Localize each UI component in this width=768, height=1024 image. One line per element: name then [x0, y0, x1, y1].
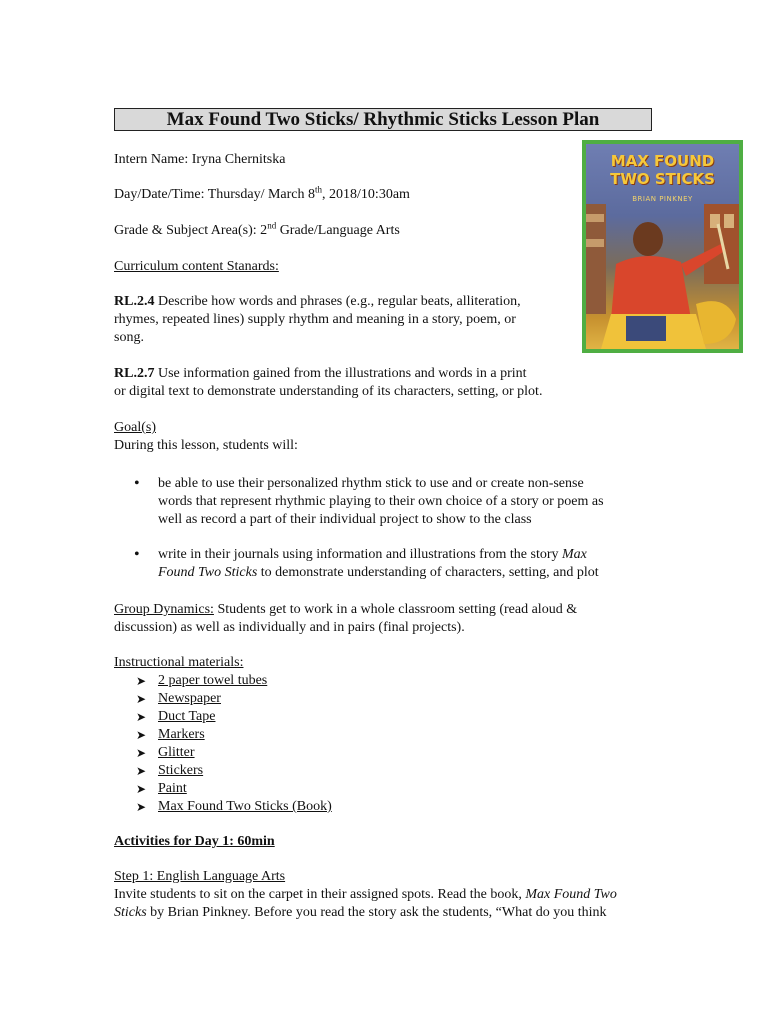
materials-list — [114, 672, 654, 816]
step1-section: Step 1: English Language Arts Invite students to sit on the carpet in their assigned spots. Read the book, Max Found Two Sticks by Brian Pinkney. Before you read the story ask the students, “What do you think — [114, 868, 654, 922]
arrow-bullet-icon: ➤ — [136, 674, 147, 688]
book-cover-title: MAX FOUND TWO STICKS — [610, 152, 715, 188]
list-item: ➤ Duct Tape — [136, 709, 216, 724]
arrow-bullet-icon: ➤ — [136, 710, 147, 724]
arrow-bullet-icon: ➤ — [136, 746, 147, 760]
arrow-bullet-icon: ➤ — [136, 800, 147, 814]
goals-list-2 — [114, 546, 654, 582]
list-item: ➤ Glitter — [136, 745, 195, 760]
goal-item: • be able to use their personalized rhythm stick to use and or create non-sense words that represent rhythmic playing to their own choice of a story or poem as well as record a part of their individual project to show to the class — [114, 475, 654, 529]
arrow-bullet-icon: ➤ — [136, 782, 147, 796]
step1-heading: Step 1: English Language Arts — [114, 869, 286, 884]
group-dynamics: Group Dynamics: Students get to work in a whole classroom setting (read aloud & discussion) as well as individually and in pairs (final projects). — [114, 602, 578, 635]
materials-section — [114, 654, 654, 816]
arrow-bullet-icon: ➤ — [136, 692, 147, 706]
book-cover-image — [582, 140, 743, 353]
standard-rl-2-4: RL.2.4 Describe how words and phrases (e.g., regular beats, alliteration, rhymes, repeated lines) supply rhythm and meaning in a story, poem, or song. — [114, 294, 521, 345]
arrow-bullet-icon: ➤ — [136, 728, 147, 742]
grade-subject-line: Grade & Subject Area(s): 2nd Grade/Language Arts — [114, 220, 400, 238]
list-item: ➤ 2 paper towel tubes — [136, 673, 268, 688]
arrow-bullet-icon: ➤ — [136, 764, 147, 778]
goals-list — [114, 475, 654, 529]
page-title: Max Found Two Sticks/ Rhythmic Sticks Lesson Plan — [114, 108, 652, 131]
activities-heading: Activities for Day 1: 60min — [114, 834, 275, 849]
intern-name-line: Intern Name: Iryna Chernitska — [114, 152, 286, 167]
goals-heading: Goal(s) — [114, 420, 156, 435]
standard-rl-2-7: RL.2.7 Use information gained from the illustrations and words in a print or digital text to demonstrate understanding of its characters, setting, or plot. — [114, 366, 543, 399]
list-item: ➤ Newspaper — [136, 691, 221, 706]
goal-item: • write in their journals using information and illustrations from the story Max Found Two Sticks to demonstrate understanding of characters, setting, and plot — [114, 546, 654, 582]
list-item: ➤ Max Found Two Sticks (Book) — [136, 799, 332, 814]
list-item: ➤ Markers — [136, 727, 205, 742]
curriculum-heading: Curriculum content Stanards: — [114, 259, 279, 274]
goals-section — [114, 419, 654, 455]
goals-intro: During this lesson, students will: — [114, 438, 298, 453]
book-cover-author: BRIAN PINKNEY — [632, 195, 693, 203]
materials-heading: Instructional materials: — [114, 655, 244, 670]
date-time-line: Day/Date/Time: Thursday/ March 8th, 2018/10:30am — [114, 184, 410, 202]
book-cover-art — [586, 144, 739, 349]
list-item: ➤ Stickers — [136, 763, 204, 778]
list-item: ➤ Paint — [136, 781, 187, 796]
